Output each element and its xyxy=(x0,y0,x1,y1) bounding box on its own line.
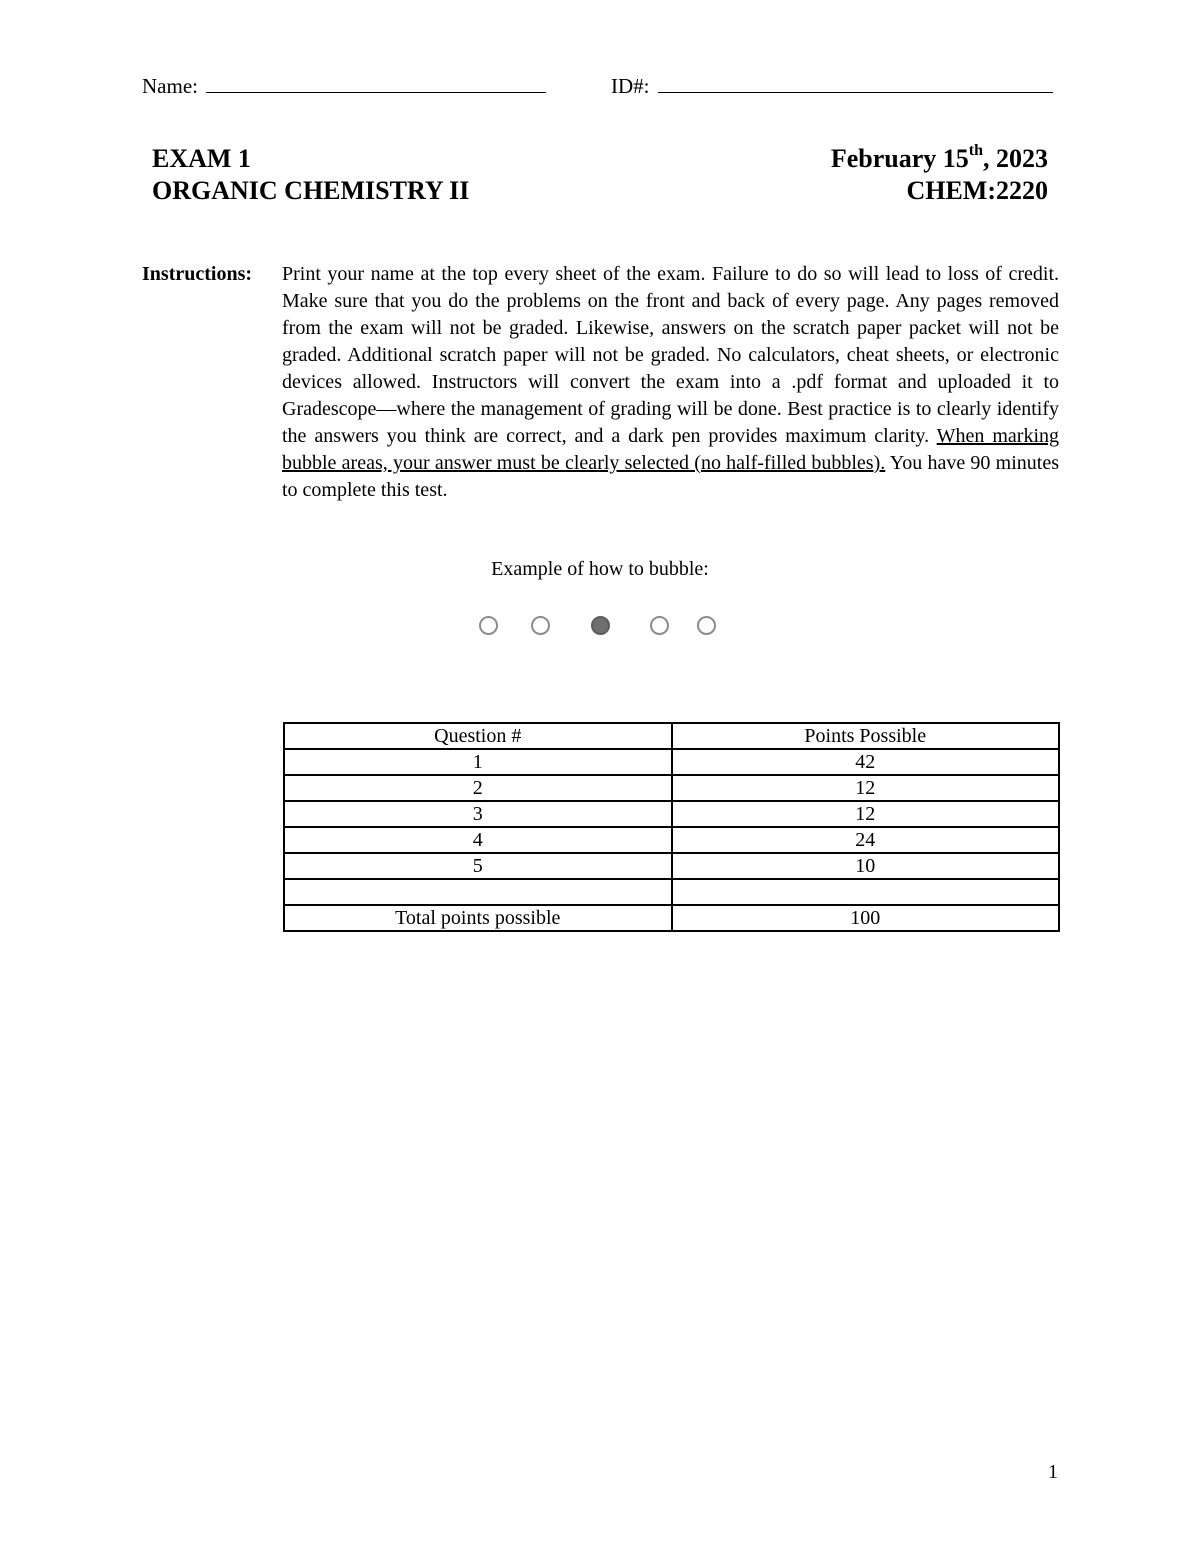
name-label: Name: xyxy=(142,74,198,98)
question-number: 1 xyxy=(284,749,672,775)
id-blank-line[interactable] xyxy=(658,72,1053,93)
total-label: Total points possible xyxy=(284,905,672,931)
instructions-end: You have 90 minutes to complete this test. xyxy=(282,452,1059,501)
exam-date xyxy=(831,142,1048,175)
question-number: 3 xyxy=(284,801,672,827)
question-number: 5 xyxy=(284,853,672,879)
id-field[interactable] xyxy=(611,72,1053,99)
table-row-empty xyxy=(284,879,1059,905)
total-value: 100 xyxy=(672,905,1060,931)
id-label: ID#: xyxy=(611,74,650,98)
points-value: 12 xyxy=(672,801,1060,827)
table-row xyxy=(284,749,1059,775)
name-blank-line[interactable] xyxy=(206,72,546,93)
header-question: Question # xyxy=(284,723,672,749)
instructions-text xyxy=(282,261,1059,504)
question-number: 4 xyxy=(284,827,672,853)
points-value xyxy=(672,879,1060,905)
page-number: 1 xyxy=(1048,1461,1058,1483)
table-row xyxy=(284,827,1059,853)
course-code: CHEM:2220 xyxy=(906,176,1048,205)
bubble-option[interactable] xyxy=(697,616,716,635)
exam-date-day: February 15 xyxy=(830,144,969,173)
table-header-row xyxy=(284,723,1059,749)
question-number xyxy=(284,879,672,905)
exam-date-year: , 2023 xyxy=(983,144,1048,173)
points-table xyxy=(283,722,1060,932)
bubble-option[interactable] xyxy=(650,616,669,635)
points-value: 12 xyxy=(672,775,1060,801)
instructions-underlined: When marking bubble areas, your answer must be clearly selected (no half-filled bubbles). xyxy=(282,425,1059,474)
instructions-label: Instructions: xyxy=(142,263,253,285)
table-row xyxy=(284,801,1059,827)
table-total-row xyxy=(284,905,1059,931)
bubble-option[interactable] xyxy=(479,616,498,635)
bubble-option[interactable] xyxy=(591,616,610,635)
table-row xyxy=(284,853,1059,879)
points-value: 24 xyxy=(672,827,1060,853)
instructions-body: Print your name at the top every sheet of the exam. Failure to do so will lead to loss of credit. Make sure that you do the problems on the front and back of every page. Any pages removed from the exam will not be graded. Likewise, answers on the scratch paper packet will not be graded. Additional scratch paper will not be graded. No calculators, cheat sheets, or electronic devices allowed. Instructors will convert the exam into a .pdf format and uploaded it to Gradescope—where the management of grading will be done. Best practice is to clearly identify the answers you think are correct, and a dark pen provides maximum clarity. xyxy=(282,263,1059,447)
bubble-example-row xyxy=(0,614,1200,640)
exam-title: EXAM 1 xyxy=(152,144,251,173)
header-points: Points Possible xyxy=(672,723,1060,749)
bubble-option[interactable] xyxy=(531,616,550,635)
bubble-example-caption: Example of how to bubble: xyxy=(491,558,709,580)
points-value: 10 xyxy=(672,853,1060,879)
exam-date-ordinal: th xyxy=(968,142,983,160)
name-field[interactable] xyxy=(142,72,546,99)
course-title: ORGANIC CHEMISTRY II xyxy=(152,176,470,205)
points-value: 42 xyxy=(672,749,1060,775)
table-row xyxy=(284,775,1059,801)
question-number: 2 xyxy=(284,775,672,801)
